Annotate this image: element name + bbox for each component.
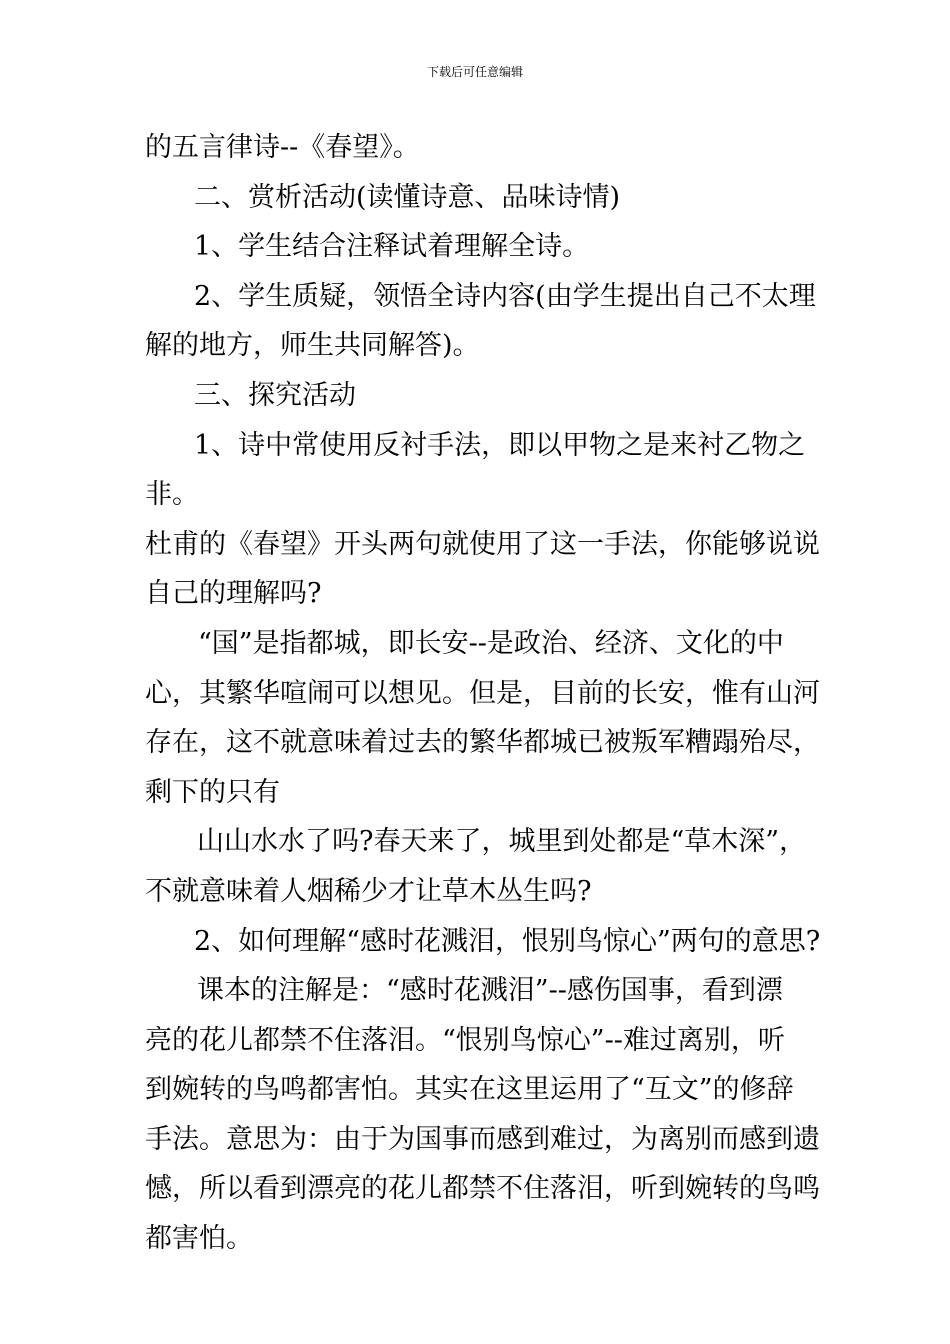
body-line: 到婉转的鸟鸣都害怕。其实在这里运用了“互文”的修辞	[145, 1074, 794, 1106]
section-heading-appreciation: 二、赏析活动(读懂诗意、品味诗情)	[194, 181, 621, 213]
body-line: 山山水水了吗?春天来了，城里到处都是“草木深”，	[197, 826, 807, 858]
body-line: “国”是指都城，即长安--是政治、经济、文化的中	[198, 627, 784, 659]
body-line: 自己的理解吗?	[145, 578, 322, 610]
body-line: 存在，这不就意味着过去的繁华都城已被叛军糟蹋殆尽，	[145, 727, 820, 759]
body-line: 杜甫的《春望》开头两句就使用了这一手法，你能够说说	[145, 528, 820, 560]
body-line: 手法。意思为：由于为国事而感到难过，为离别而感到遗	[145, 1123, 820, 1155]
body-line: 剩下的只有	[145, 776, 280, 808]
body-line: 课本的注解是：“感时花溅泪”--感伤国事，看到漂	[197, 975, 783, 1007]
body-line: 心，其繁华喧闹可以想见。但是，目前的长安，惟有山河	[145, 677, 820, 709]
body-line: 不就意味着人烟稀少才让草木丛生吗?	[145, 875, 592, 907]
body-line: 2、学生质疑，领悟全诗内容(由学生提出自己不太理	[194, 280, 816, 312]
body-line: 都害怕。	[145, 1223, 253, 1255]
document-body	[145, 123, 825, 1264]
body-line: 2、如何理解“感时花溅泪，恨别鸟惊心”两句的意思?	[194, 925, 821, 957]
section-heading-exploration: 三、探究活动	[194, 379, 356, 411]
page-header: 下载后可任意编辑	[426, 65, 523, 79]
body-line: 解的地方，师生共同解答)。	[145, 330, 480, 362]
body-line: 亮的花儿都禁不住落泪。“恨别鸟惊心”--难过离别，听	[145, 1024, 785, 1056]
body-line: 1、诗中常使用反衬手法，即以甲物之是来衬乙物之非。	[145, 429, 806, 511]
body-line: 憾，所以看到漂亮的花儿都禁不住落泪，听到婉转的鸟鸣	[145, 1173, 820, 1205]
body-line: 1、学生结合注释试着理解全诗。	[194, 231, 590, 263]
body-line: 的五言律诗--《春望》。	[145, 132, 420, 163]
